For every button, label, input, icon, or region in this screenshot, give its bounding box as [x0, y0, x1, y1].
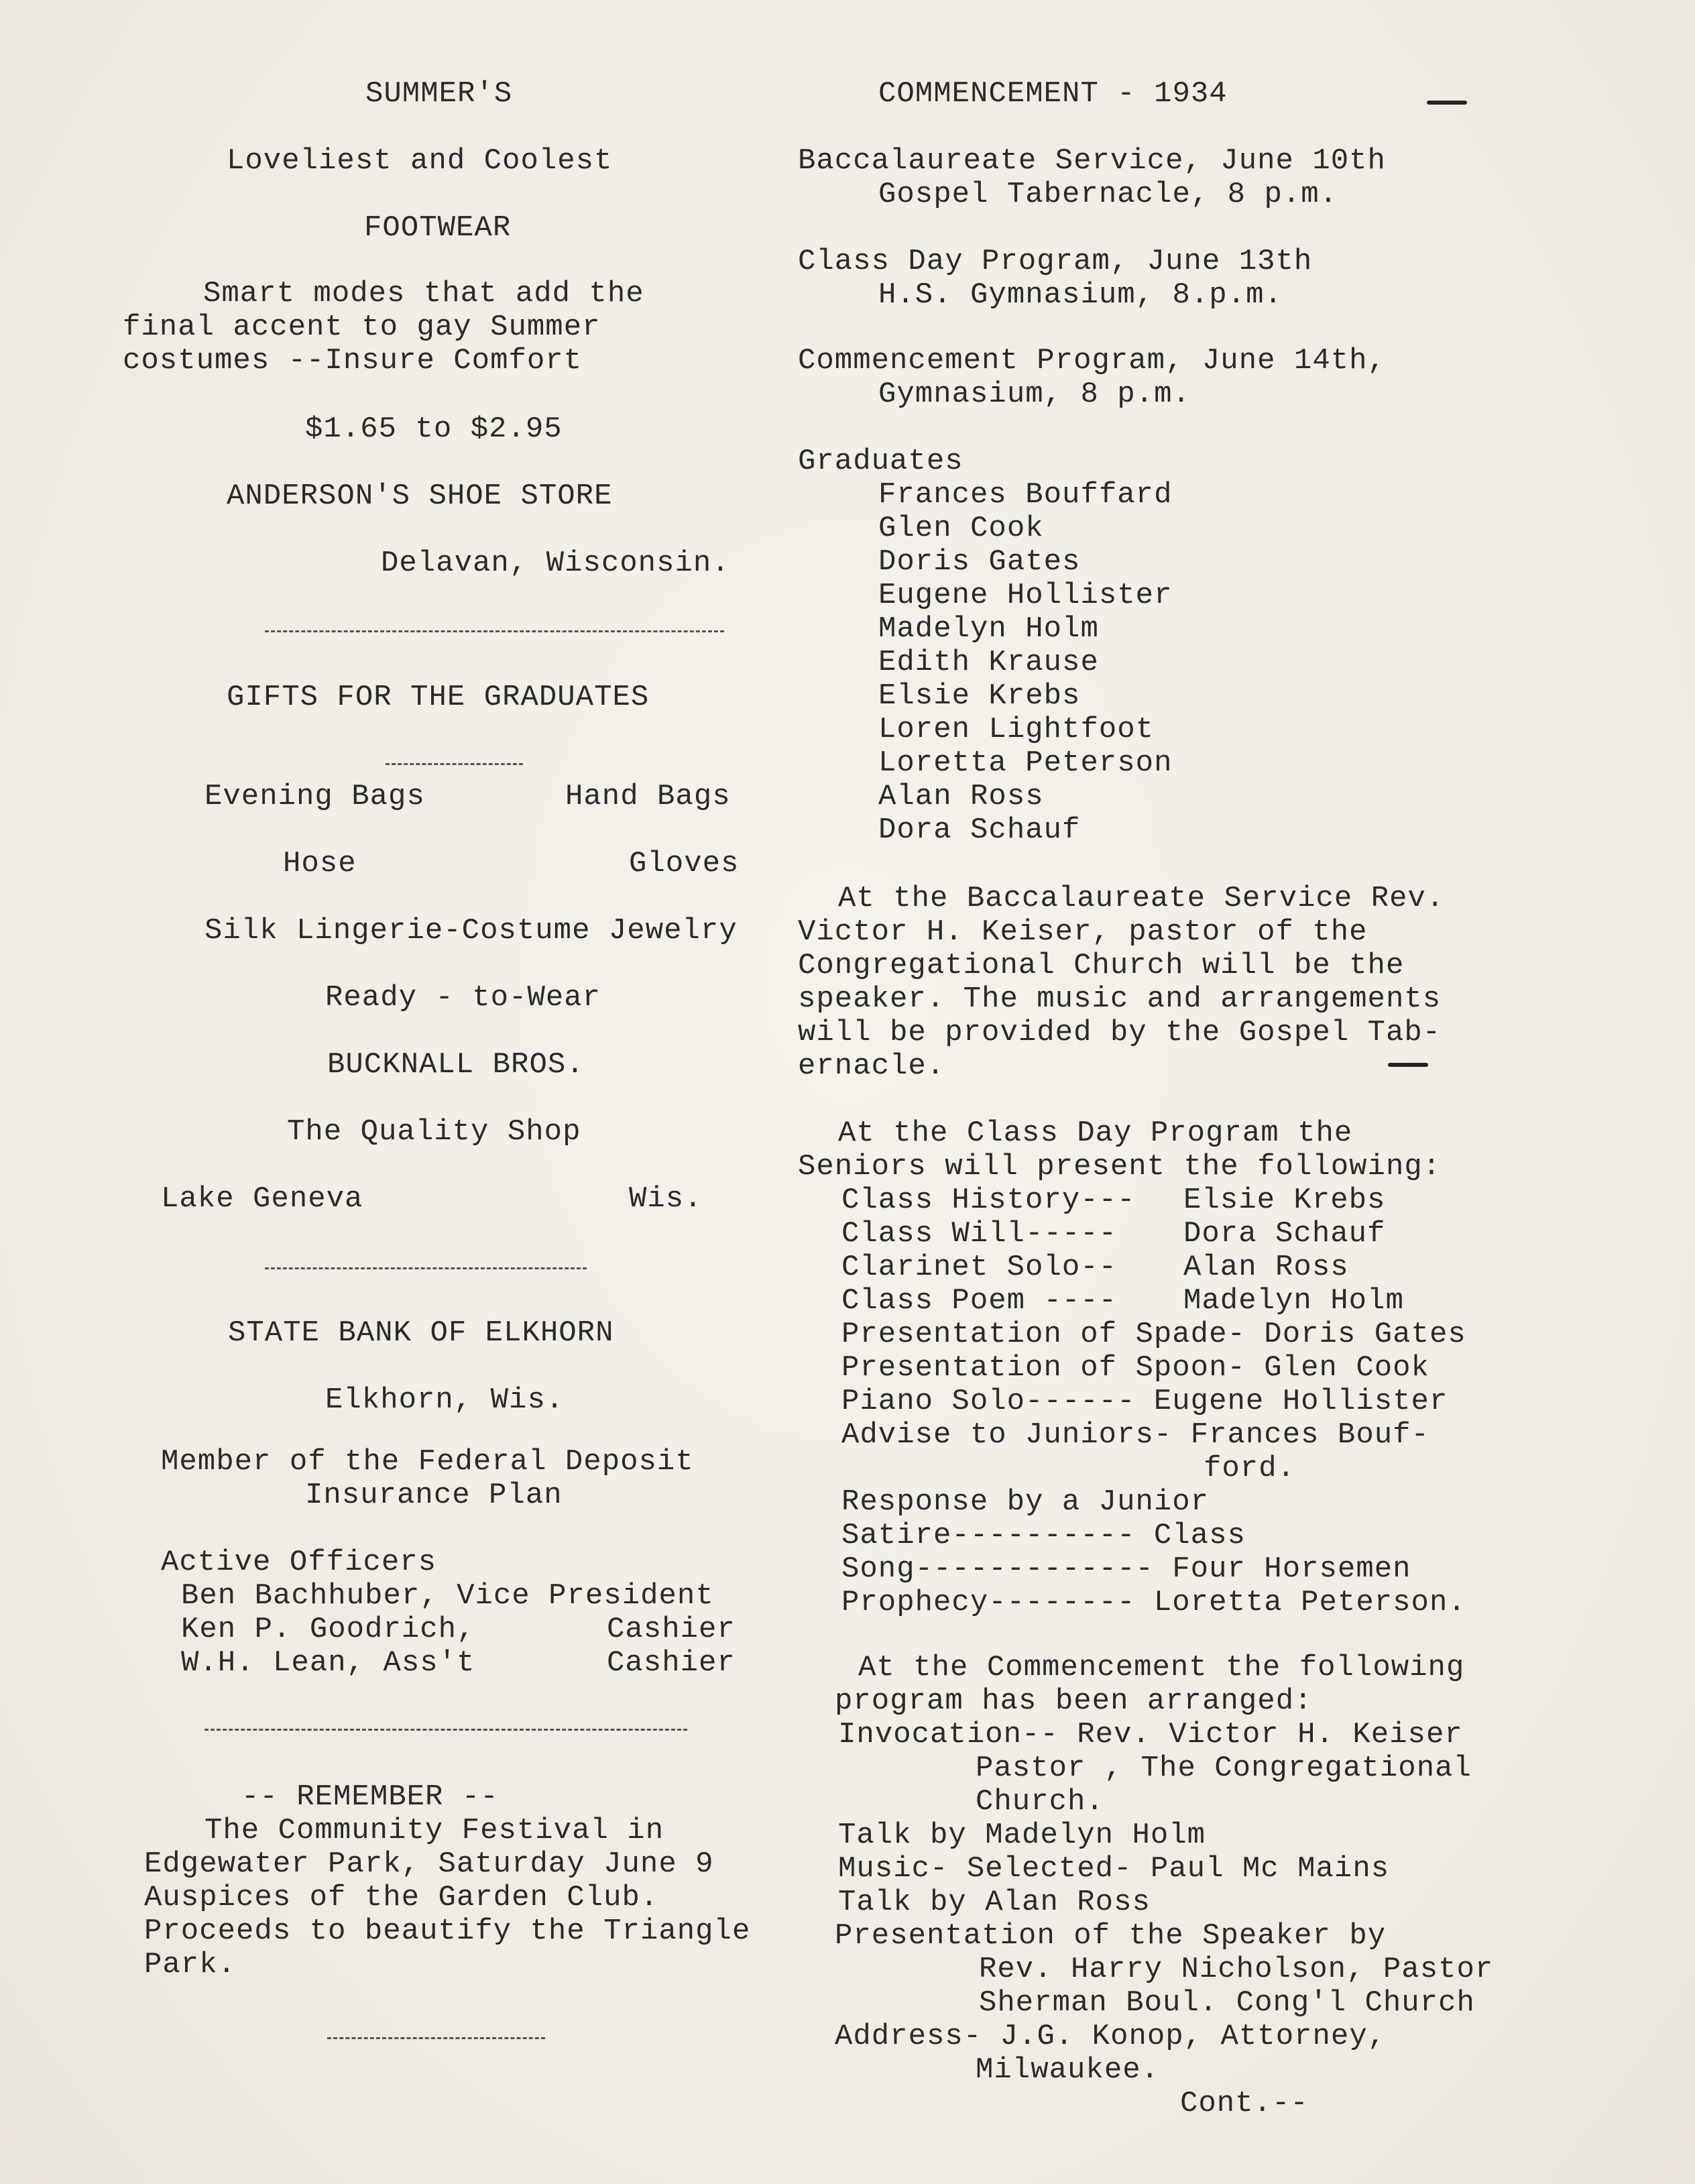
- graduate-name: Doris Gates: [878, 545, 1081, 579]
- program-line: Milwaukee.: [976, 2053, 1160, 2087]
- graduate-name: Elsie Krebs: [878, 679, 1081, 713]
- notice-line: Park.: [144, 1948, 237, 1981]
- program-line: Talk by Madelyn Holm: [838, 1819, 1206, 1852]
- program-performer: Madelyn Holm: [1183, 1284, 1404, 1318]
- graduates-title: Graduates: [798, 445, 963, 478]
- paragraph-line: will be provided by the Gospel Tab-: [798, 1016, 1442, 1049]
- gift-item: Silk Lingerie-Costume Jewelry: [204, 914, 738, 947]
- officers-title: Active Officers: [161, 1546, 437, 1579]
- program-line: Prophecy-------- Loretta Peterson.: [841, 1586, 1466, 1619]
- store-name: BUCKNALL BROS.: [327, 1048, 585, 1082]
- notice-line: Edgewater Park, Saturday June 9: [144, 1847, 714, 1881]
- program-line: Response by a Junior: [841, 1485, 1210, 1519]
- program-performer: Dora Schauf: [1183, 1217, 1386, 1251]
- page-title: COMMENCEMENT - 1934: [878, 77, 1228, 111]
- store-name: ANDERSON'S SHOE STORE: [227, 479, 613, 513]
- gift-item: Hose: [283, 847, 357, 880]
- ad-tagline: Loveliest and Coolest: [227, 144, 613, 178]
- program-line: Music- Selected- Paul Mc Mains: [838, 1852, 1390, 1886]
- gift-item: Ready - to-Wear: [325, 981, 601, 1015]
- bank-name: STATE BANK OF ELKHORN: [228, 1316, 614, 1350]
- program-line: Presentation of the Speaker by: [835, 1919, 1387, 1953]
- program-line: ford.: [1204, 1452, 1296, 1485]
- graduate-name: Frances Bouffard: [878, 478, 1173, 512]
- gift-item: Gloves: [629, 847, 740, 880]
- program-line: Talk by Alan Ross: [838, 1886, 1151, 1919]
- divider: [265, 630, 724, 632]
- notice-line: Proceeds to beautify the Triangle: [144, 1914, 751, 1948]
- schedule-line: H.S. Gymnasium, 8.p.m.: [878, 278, 1283, 312]
- officer-line: Ben Bachhuber, Vice President: [181, 1579, 714, 1613]
- bank-city: Elkhorn, Wis.: [325, 1383, 565, 1417]
- paragraph-line: At the Commencement the following: [858, 1651, 1465, 1684]
- paragraph-line: Victor H. Keiser, pastor of the: [798, 915, 1368, 949]
- divider: [386, 763, 523, 765]
- graduate-name: Glen Cook: [878, 512, 1044, 545]
- divider: [265, 1267, 587, 1269]
- program-line: Presentation of Spoon- Glen Cook: [841, 1351, 1429, 1385]
- graduate-name: Madelyn Holm: [878, 612, 1099, 646]
- program-line: Sherman Boul. Cong'l Church: [979, 1986, 1475, 2020]
- program-line: Advise to Juniors- Frances Bouf-: [841, 1418, 1429, 1452]
- officer-title: Cashier: [607, 1646, 736, 1680]
- store-location: Delavan, Wisconsin.: [381, 547, 730, 580]
- schedule-line: Baccalaureate Service, June 10th: [798, 144, 1386, 178]
- officer-line: W.H. Lean, Ass't: [181, 1646, 475, 1680]
- program-part: Class Will-----: [841, 1217, 1118, 1251]
- notice-line: Auspices of the Garden Club.: [144, 1881, 659, 1914]
- store-state: Wis.: [629, 1182, 703, 1216]
- paragraph-line: program has been arranged:: [835, 1684, 1313, 1718]
- program-line: Song------------- Four Horsemen: [841, 1552, 1411, 1586]
- paragraph-line: speaker. The music and arrangements: [798, 982, 1442, 1016]
- ink-mark: [1427, 101, 1467, 105]
- ad-category: FOOTWEAR: [364, 211, 512, 245]
- program-part: Class History---: [841, 1184, 1136, 1217]
- paragraph-line: Seniors will present the following:: [798, 1150, 1442, 1184]
- bank-membership: Insurance Plan: [305, 1479, 563, 1512]
- officer-line: Ken P. Goodrich,: [181, 1613, 475, 1646]
- program-line: Invocation-- Rev. Victor H. Keiser: [838, 1718, 1463, 1751]
- program-line: Satire---------- Class: [841, 1519, 1246, 1552]
- continued-note: Cont.--: [1180, 2087, 1309, 2120]
- notice-header: -- REMEMBER --: [241, 1780, 499, 1814]
- graduate-name: Loretta Peterson: [878, 746, 1173, 780]
- schedule-line: Gymnasium, 8 p.m.: [878, 378, 1191, 411]
- ad-header: GIFTS FOR THE GRADUATES: [227, 681, 650, 714]
- paragraph-line: Congregational Church will be the: [798, 949, 1405, 982]
- notice-line: The Community Festival in: [204, 1814, 664, 1847]
- ink-mark: [1388, 1063, 1428, 1067]
- gift-item: Hand Bags: [565, 780, 731, 813]
- graduate-name: Loren Lightfoot: [878, 713, 1155, 746]
- ad-description: Smart modes that add the: [203, 277, 644, 310]
- graduate-name: Edith Krause: [878, 646, 1099, 679]
- paragraph-line: ernacle.: [798, 1049, 945, 1083]
- program-performer: Alan Ross: [1183, 1251, 1349, 1284]
- paragraph-line: At the Class Day Program the: [838, 1116, 1353, 1150]
- schedule-line: Gospel Tabernacle, 8 p.m.: [878, 178, 1338, 211]
- officer-title: Cashier: [607, 1613, 736, 1646]
- program-line: Presentation of Spade- Doris Gates: [841, 1318, 1466, 1351]
- schedule-line: Class Day Program, June 13th: [798, 245, 1313, 278]
- program-line: Piano Solo------ Eugene Hollister: [841, 1385, 1448, 1418]
- program-line: Church.: [976, 1785, 1104, 1819]
- graduate-name: Alan Ross: [878, 780, 1044, 813]
- program-performer: Elsie Krebs: [1183, 1184, 1386, 1217]
- program-line: Rev. Harry Nicholson, Pastor: [979, 1953, 1494, 1986]
- graduate-name: Eugene Hollister: [878, 579, 1173, 612]
- divider: [327, 2037, 545, 2039]
- store-city: Lake Geneva: [161, 1182, 363, 1216]
- schedule-line: Commencement Program, June 14th,: [798, 344, 1386, 378]
- divider: [204, 1729, 687, 1731]
- ad-price: $1.65 to $2.95: [305, 412, 563, 446]
- paragraph-line: At the Baccalaureate Service Rev.: [838, 882, 1445, 915]
- program-line: Pastor , The Congregational: [976, 1751, 1472, 1785]
- ad-description: final accent to gay Summer: [123, 310, 601, 344]
- program-line: Address- J.G. Konop, Attorney,: [835, 2020, 1387, 2053]
- gift-item: Evening Bags: [204, 780, 425, 813]
- graduate-name: Dora Schauf: [878, 813, 1081, 847]
- bank-membership: Member of the Federal Deposit: [161, 1445, 694, 1479]
- program-part: Class Poem ----: [841, 1284, 1118, 1318]
- store-slogan: The Quality Shop: [287, 1115, 581, 1149]
- ad-description: costumes --Insure Comfort: [123, 344, 583, 378]
- program-part: Clarinet Solo--: [841, 1251, 1118, 1284]
- ad-header: SUMMER'S: [365, 77, 513, 111]
